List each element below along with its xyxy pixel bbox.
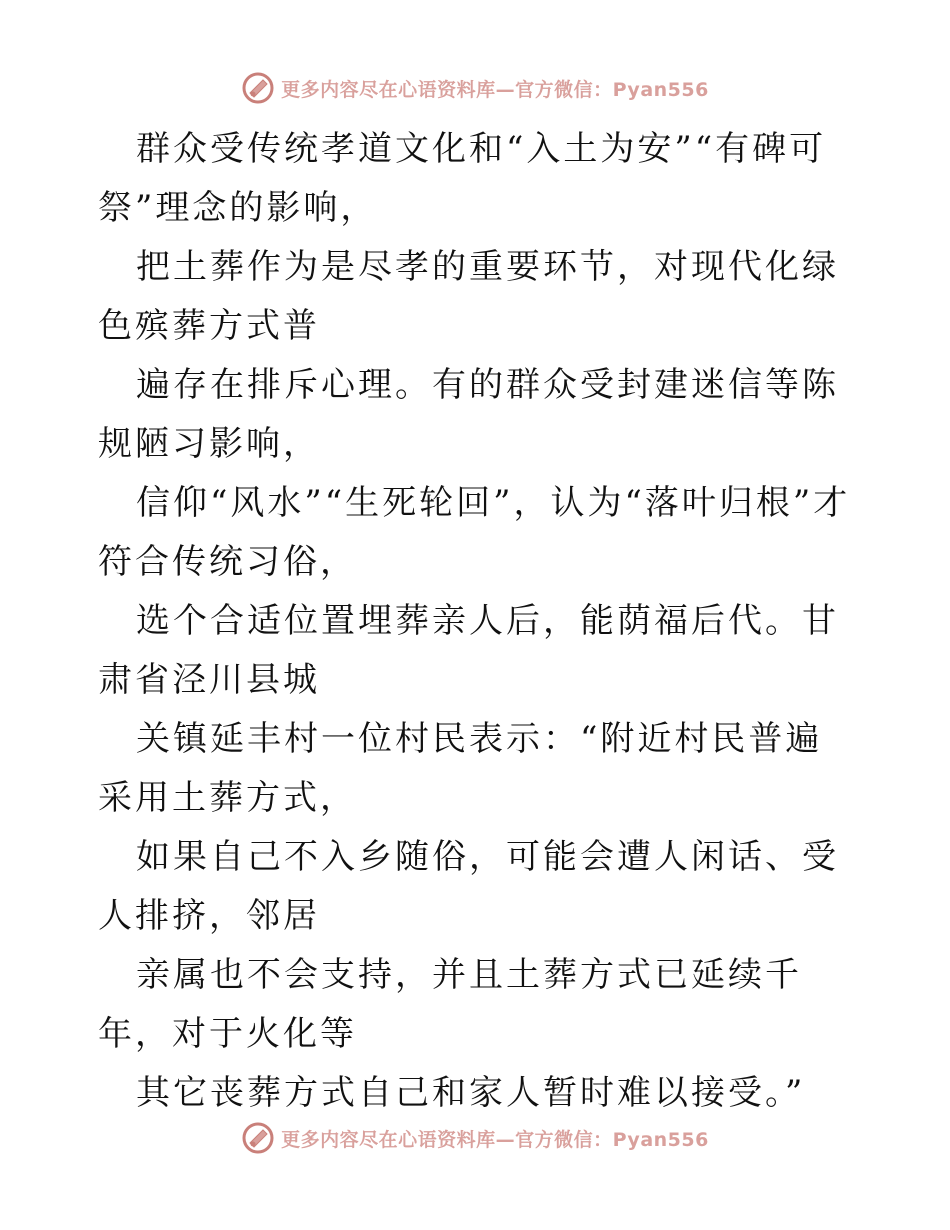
header-watermark-text: 更多内容尽在心语资料库—官方微信：Pyan556 — [281, 78, 709, 101]
paragraph: 关镇延丰村一位村民表示：“附近村民普遍采用土葬方式， — [98, 719, 823, 818]
paragraph: 遍存在排斥心理。有的群众受封建迷信等陈规陋习影响， — [98, 365, 839, 464]
header-watermark — [0, 71, 950, 105]
paragraph: 选个合适位置埋葬亲人后，能荫福后代。甘肃省泾川县城 — [98, 601, 839, 700]
paragraph: 亲属也不会支持，并且土葬方式已延续千年，对于火化等 — [98, 955, 802, 1054]
footer-watermark-text: 更多内容尽在心语资料库—官方微信：Pyan556 — [281, 1128, 709, 1151]
paragraph: 信仰“风水”“生死轮回”，认为“落叶归根”才符合传统习俗， — [98, 483, 851, 582]
paragraph: 如果自己不入乡随俗，可能会遭人闲话、受人排挤，邻居 — [98, 837, 839, 936]
logo-icon — [241, 1121, 275, 1155]
paragraph: 把土葬作为是尽孝的重要环节，对现代化绿色殡葬方式普 — [98, 247, 839, 346]
logo-icon — [241, 71, 275, 105]
document-body — [98, 120, 858, 1123]
paragraph: 其它丧葬方式自己和家人暂时难以接受。” — [136, 1073, 806, 1113]
footer-watermark — [0, 1121, 950, 1155]
paragraph: 群众受传统孝道文化和“入土为安”“有碑可祭”理念的影响， — [98, 129, 827, 228]
